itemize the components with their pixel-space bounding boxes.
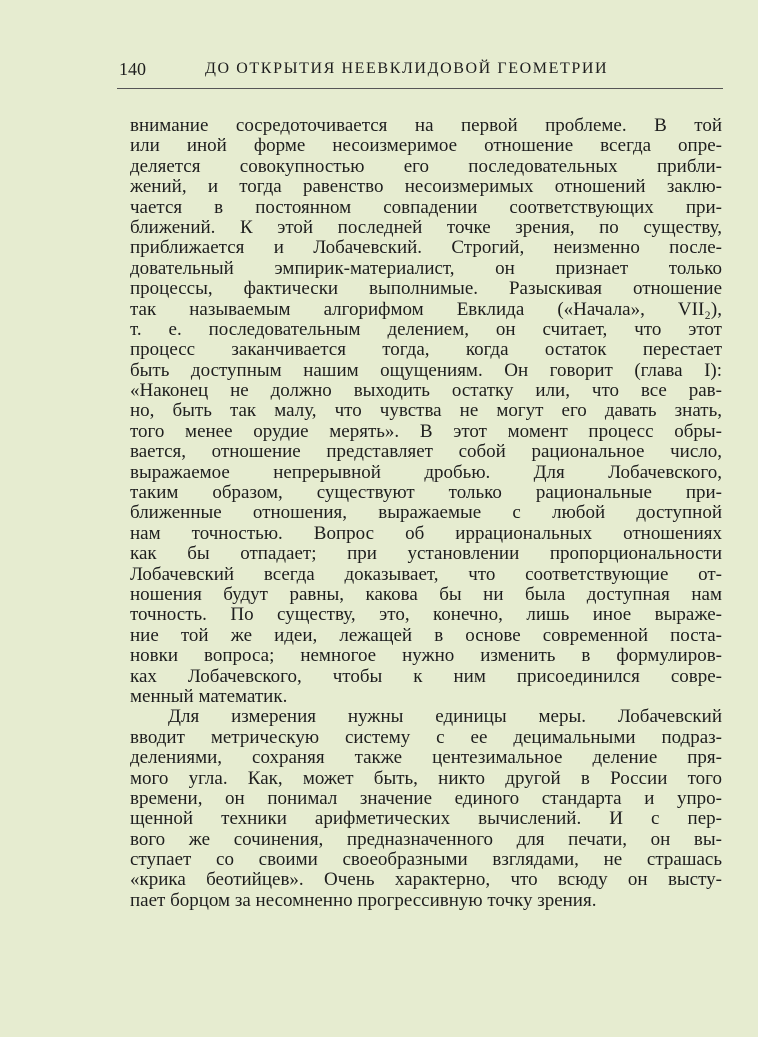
text-line: ближенные отношения, выражаемые с любой доступной [130, 503, 722, 524]
running-head: ДО ОТКРЫТИЯ НЕЕВКЛИДОВОЙ ГЕОМЕТРИИ [205, 60, 609, 77]
text-line: новки вопроса; немногое нужно изменить в формулиров- [130, 646, 722, 667]
text-line: так называемым алгорифмом Евклида («Начала», VII₂), [130, 299, 722, 320]
header-rule [117, 88, 723, 89]
text-line: времени, он понимал значение единого стандарта и упро- [130, 788, 722, 809]
text-line: быть доступным нашим ощущениям. Он говорит (глава I): [130, 360, 722, 381]
text-line: чается в постоянном совпадении соответствующих при- [130, 197, 722, 218]
text-line: процессы, фактически выполнимые. Разыскивая отношение [130, 279, 722, 300]
text-line: таким образом, существуют только рациональные при- [130, 483, 722, 504]
text-line: менный математик. [130, 686, 288, 707]
text-line: ближений. К этой последней точке зрения, по существу, [130, 217, 722, 238]
text-line: или иной форме несоизмеримое отношение всегда опре- [130, 136, 722, 157]
text-line: вводит метрическую систему с ее децимальными подраз- [130, 727, 722, 748]
text-line: процесс заканчивается тогда, когда остаток перестает [130, 340, 722, 361]
text-line: «Наконец не должно выходить остатку или, что все рав- [130, 381, 722, 402]
text-line: ках Лобачевского, чтобы к ним присоединился совре- [130, 666, 722, 687]
body-text [130, 116, 722, 911]
text-line: мого угла. Как, может быть, никто другой в России того [130, 768, 722, 789]
text-line: щенной техники арифметических вычислений. И с пер- [130, 809, 722, 830]
text-line: делениями, сохраняя также центезимальное деление пря- [130, 748, 722, 769]
text-line: Для измерения нужны единицы меры. Лобачевский [168, 707, 722, 728]
text-line: нам точностью. Вопрос об иррациональных отношениях [130, 523, 722, 544]
text-line: вается, отношение представляет собой рациональное число, [130, 442, 722, 463]
text-line: деляется совокупностью его последовательных прибли- [130, 156, 722, 177]
text-line: приближается и Лобачевский. Строгий, неизменно после- [130, 238, 722, 259]
text-line: выражаемое непрерывной дробью. Для Лобачевского, [130, 462, 722, 483]
text-line: внимание сосредоточивается на первой проблеме. В той [130, 116, 722, 136]
text-line: но, быть так малу, что чувства не могут его давать знать, [130, 401, 722, 422]
text-line: того менее орудие мерять». В этот момент процесс обры- [130, 421, 722, 442]
text-line: Лобачевский всегда доказывает, что соответствующие от- [130, 564, 722, 585]
text-line: т. е. последовательным делением, он считает, что этот [130, 319, 722, 340]
text-line: «крика беотийцев». Очень характерно, что всюду он высту- [130, 870, 722, 891]
page-number: 140 [119, 59, 146, 79]
text-line: довательный эмпирик-материалист, он признает только [130, 258, 722, 279]
text-line: жений, и тогда равенство несоизмеримых отношений заклю- [130, 177, 722, 198]
text-line: ношения будут равны, какова бы ни была доступная нам [130, 584, 722, 605]
text-line: ступает со своими своеобразными взглядами, не страшась [130, 850, 722, 871]
text-line: пает борцом за несомненно прогрессивную точку зрения. [130, 890, 597, 911]
text-line: вого же сочинения, предназначенного для печати, он вы- [130, 829, 722, 850]
text-line: как бы отпадает; при установлении пропорциональности [130, 544, 722, 565]
text-line: точность. По существу, это, конечно, лишь иное выраже- [130, 605, 722, 626]
text-line: ние той же идеи, лежащей в основе современной поста- [130, 625, 722, 646]
